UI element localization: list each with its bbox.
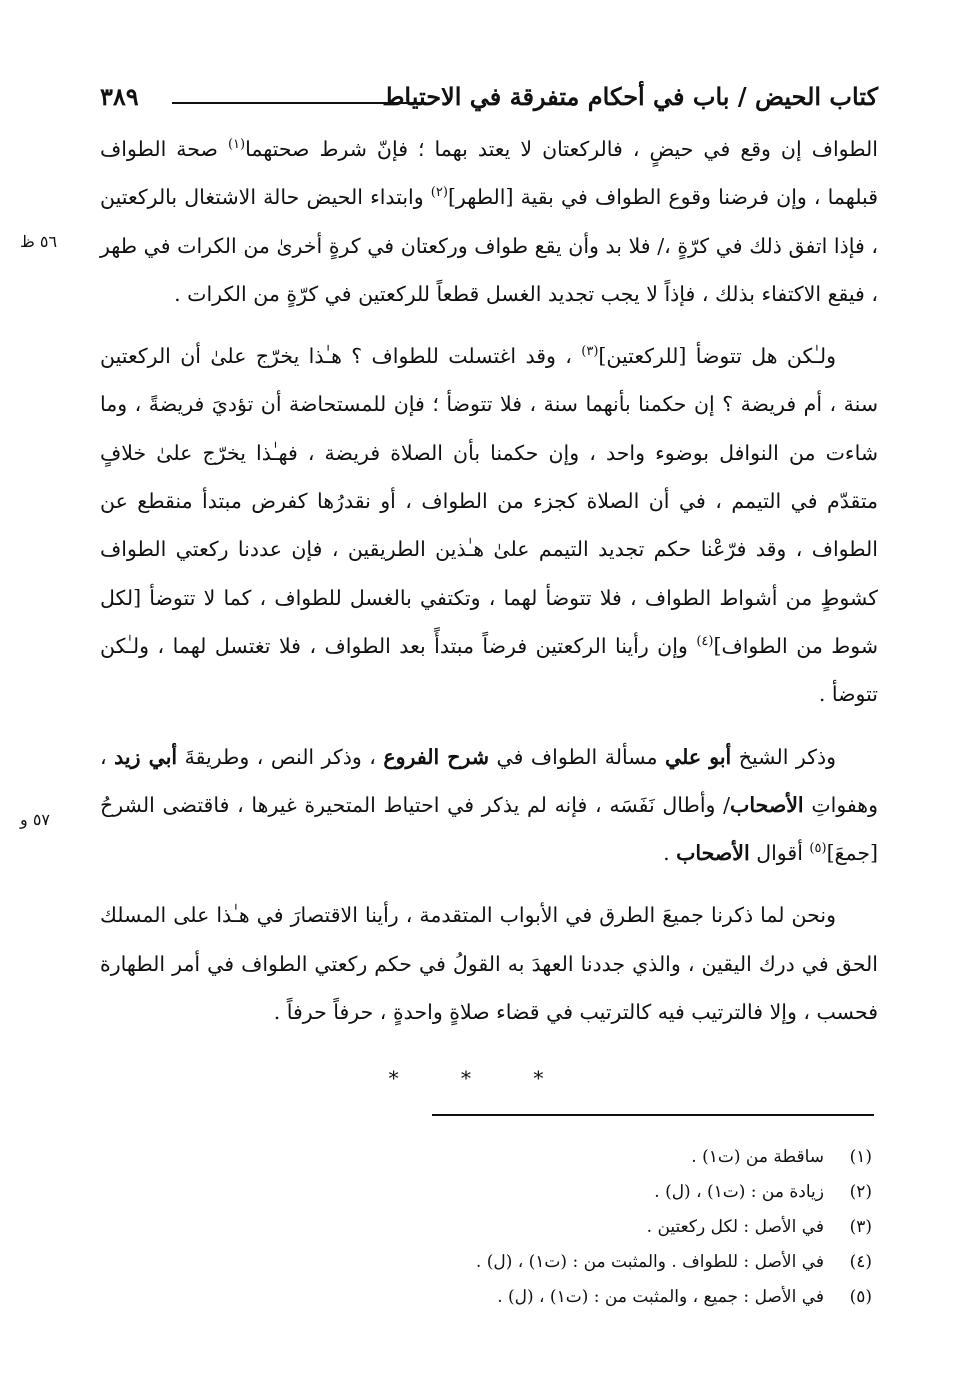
footnote <box>272 1175 872 1210</box>
footnote-number: (١) <box>849 1147 872 1167</box>
footnote-text: في الأصل : للطواف . والمثبت من : (ت١) ، (ل) . <box>475 1252 824 1272</box>
footnote-number: (٣) <box>849 1217 872 1237</box>
footnote-ref: (٤) <box>696 634 714 650</box>
page-number: ٣٨٩ <box>100 82 139 111</box>
footnote <box>272 1210 872 1245</box>
footnote-number: (٤) <box>849 1252 872 1272</box>
paragraph-1 <box>100 125 878 318</box>
footnote-text: في الأصل : جميع ، والمثبت من : (ت١) ، (ل) . <box>497 1287 824 1307</box>
header-title: كتاب الحيض / باب في أحكام متفرقة في الاحتياط <box>382 82 878 111</box>
footnote-number: (٢) <box>849 1182 872 1202</box>
bold-name: أبي زيد <box>114 744 178 769</box>
text-run: ونحن لما ذكرنا جميعَ الطرق في الأبواب المتقدمة ، رأينا الاقتصارَ في هـٰذا على المسلك الحق في درك اليقين ، والذي جددنا العهدَ به القولُ في حكم ركعتي الطواف في أمر الطهارة فحسب ، وإلا فالترتيب فيه كالترتيب في قضاء صلاةٍ واحدةٍ ، حرفاً حرفاً . <box>100 903 878 1025</box>
footnote-text: زيادة من : (ت١) ، (ل) . <box>654 1182 824 1202</box>
paragraph-2 <box>100 332 878 718</box>
text-run: أقوال <box>749 841 810 866</box>
text-run: ، وهفواتِ <box>100 744 878 817</box>
header-rule <box>172 102 426 104</box>
footnote-ref: (٣) <box>581 344 599 360</box>
footnote-ref: (١) <box>227 137 246 153</box>
text-run: . <box>663 841 677 866</box>
paragraph-3 <box>100 733 878 878</box>
bold-term: الأصحاب <box>676 841 750 866</box>
margin-folio-note: ٥٧ و <box>20 810 50 829</box>
bold-name: أبو علي <box>665 744 732 769</box>
section-separator: * * * <box>388 1066 572 1090</box>
footnote <box>272 1245 872 1280</box>
text-run: الطواف إن وقع في حيضٍ ، فالركعتان لا يعتد بهما ؛ فإنّ شرط صحتهما <box>245 137 878 161</box>
main-text <box>100 125 878 1050</box>
footnote-text: في الأصل : لكل ركعتين . <box>646 1217 824 1237</box>
text-run: مسألة الطواف في <box>489 744 665 769</box>
text-run: ، وذكر النص ، وطريقةَ <box>177 744 384 769</box>
running-header <box>100 82 878 122</box>
text-run: وإن رأينا الركعتين فرضاً مبتدأً بعد الطواف ، فلا تغتسل لهما ، ولـٰكن تتوضأ . <box>100 633 878 707</box>
text-run: ، وقد اغتسلت للطواف ؟ هـٰذا يخرّج علىٰ أن الركعتين سنة ، أم فريضة ؟ إن حكمنا بأنهما سنة ، فلا تتوضأ ؛ فإن للمستحاضة أن تؤديَ فريضةً ، وما شاءت من النوافل بوضوء واحد ، وإن حكمنا بأن الصلاة فريضة ، فهـٰذا يخرّج علىٰ خلافٍ متقدّم في التيمم ، في أن الصلاة كجزء من الطواف ، أو نقدرُها كفرض مبتدأ منقطع عن الطواف ، وقد فرّعْنا حكم تجديد التيمم علىٰ هـٰذين الطريقين ، فإن عددنا ركعتي الطواف كشوطٍ من أشواط الطواف ، فلا تتوضأ لهما ، وتكتفي بالغسل للطواف ، كما لا تتوضأ [لكل شوط من الطواف] <box>100 344 878 658</box>
text-run: وابتداء الحيض حالة الاشتغال بالركعتين ، فإذا اتفق ذلك في كرّةٍ ،/ فلا بد وأن يقع طواف وركعتان في كرةٍ أخرىٰ من الكرات في طهر ، فيقع الاكتفاء بذلك ، فإذاً لا يجب تجديد الغسل قطعاً للركعتين في كرّةٍ من الكرات . <box>100 185 878 306</box>
bold-book-title: شرح الفروع <box>383 744 489 769</box>
footnote-ref: (٢) <box>430 185 448 201</box>
text-run: صحة الطواف قبلهما ، وإن فرضنا وقوع الطواف في بقية [الطهر] <box>100 137 878 210</box>
margin-folio-note: ٥٦ ظ <box>20 232 58 251</box>
bold-term: الأصحاب <box>730 792 804 817</box>
footnote <box>272 1280 872 1315</box>
footnote-ref: (٥) <box>809 841 827 857</box>
text-run: / وأطال نَفَسَه ، فإنه لم يذكر في احتياط المتحيرة غيرها ، فاقتضى الشرحُ [جمعَ] <box>100 792 878 866</box>
text-run: وذكر الشيخ <box>731 744 837 769</box>
footnote <box>272 1140 872 1175</box>
footnotes <box>272 1140 872 1315</box>
text-run: ولـٰكن هل تتوضأ [للركعتين] <box>598 344 836 369</box>
footnote-rule <box>432 1114 874 1116</box>
footnote-text: ساقطة من (ت١) . <box>691 1147 824 1167</box>
paragraph-4 <box>100 891 878 1036</box>
footnote-number: (٥) <box>849 1287 872 1307</box>
